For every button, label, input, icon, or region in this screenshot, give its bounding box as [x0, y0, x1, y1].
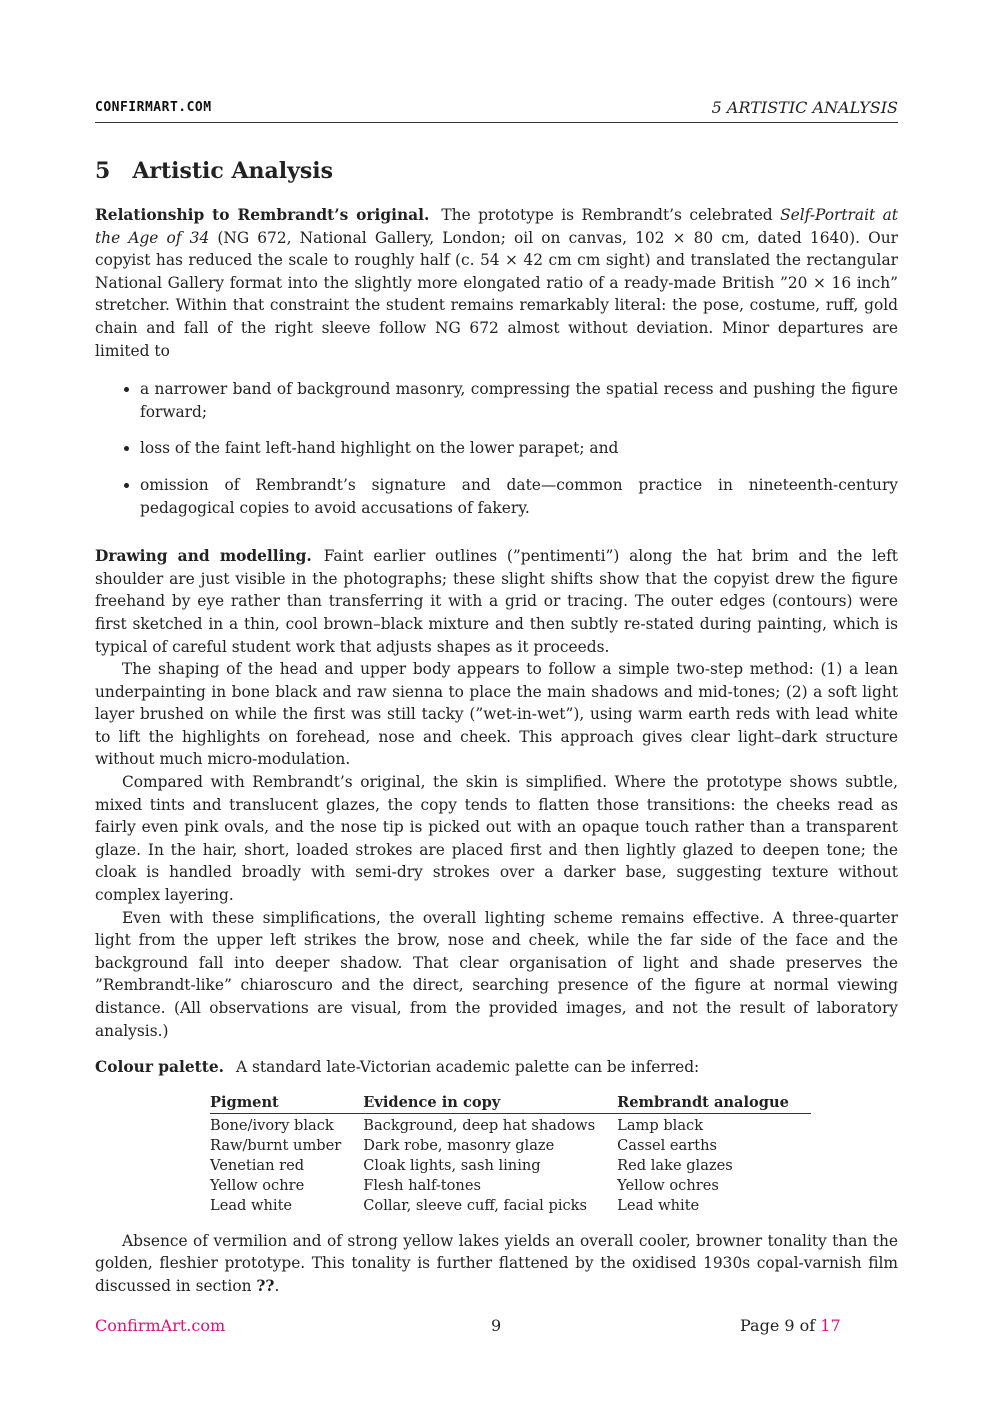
- table-cell: Dark robe, masonry glaze: [363, 1136, 555, 1154]
- column-header: Evidence in copy: [363, 1093, 617, 1114]
- site-logo[interactable]: CONFIRMART.COM: [95, 100, 212, 115]
- table-cell: Lamp black: [617, 1116, 704, 1134]
- relationship-paragraph: [95, 204, 898, 362]
- table-cell: Yellow ochres: [617, 1176, 719, 1194]
- table-header-row: [210, 1093, 811, 1114]
- list-item: • loss of the faint left-hand highlight on the lower parapet; and: [140, 437, 898, 460]
- table-cell: Lead white: [617, 1196, 700, 1214]
- page-of-prefix: Page 9 of: [740, 1316, 821, 1335]
- drawing-paragraph-1: [95, 545, 898, 658]
- relationship-text-a: The prototype is Rembrandt’s celebrated: [441, 206, 781, 224]
- table-cell: Collar, sleeve cuff, facial picks: [363, 1196, 588, 1214]
- page-total-link[interactable]: 17: [820, 1316, 841, 1335]
- column-header: Rembrandt analogue: [617, 1093, 811, 1114]
- table-cell: Lead white: [210, 1196, 293, 1214]
- list-item: • a narrower band of background masonry, compressing the spatial recess and pushing the figure forward;: [140, 378, 898, 423]
- section-heading: [95, 158, 333, 184]
- table-cell: Bone/ivory black: [210, 1116, 334, 1134]
- painting-title: Self-Portrait at the Age of 34: [95, 206, 898, 247]
- table-row: [210, 1136, 811, 1156]
- table-row: [210, 1156, 811, 1176]
- section-title: Artistic Analysis: [132, 158, 334, 184]
- table-row: [210, 1113, 811, 1136]
- palette-closing-paragraph: [95, 1230, 898, 1298]
- column-header: Pigment: [210, 1093, 363, 1114]
- footer-site-link[interactable]: ConfirmArt.com: [95, 1316, 226, 1335]
- page-header: [95, 98, 898, 123]
- table-cell: Red lake glazes: [617, 1156, 733, 1174]
- drawing-paragraph-3: Compared with Rembrandt’s original, the skin is simplified. Where the prototype shows subtle, mixed tints and translucent glazes, the copy tends to flatten those transitions: the cheeks read as fairly even pink ovals, and the nose tip is picked out with an opaque touch rather than a transparent glaze. In the hair, short, loaded strokes are placed first and then lightly glazed to deepen tone; the cloak is handled broadly with semi-dry strokes over a darker base, suggesting texture without complex layering.: [95, 773, 898, 905]
- table-cell: Raw/burnt umber: [210, 1136, 342, 1154]
- list-item: • omission of Rembrandt’s signature and date—common practice in nineteenth-century pedagogical copies to avoid accusations of fakery.: [140, 474, 898, 519]
- drawing-paragraph-2: The shaping of the head and upper body appears to follow a simple two-step method: (1) a lean underpainting in bone black and raw sienna to place the main shadows and mid-tones; (2) a soft light layer brushed on while the first was still tacky (”wet-in-wet”), using warm earth reds with lead white to lift the highlights on forehead, nose and cheek. This approach gives clear light–dark structure without much micro-modulation.: [95, 660, 898, 769]
- section-number: 5: [95, 158, 111, 184]
- running-title: 5 ARTISTIC ANALYSIS: [711, 98, 898, 117]
- palette-paragraph: [95, 1056, 898, 1079]
- table-row: [210, 1176, 811, 1196]
- drawing-paragraph-4: Even with these simplifications, the overall lighting scheme remains effective. A three-quarter light from the upper left strikes the brow, nose and cheek, while the far side of the face and the background fall into deeper shadow. That clear organisation of light and shade preserves the ”Rembrandt-like” chiaroscuro and the direct, searching presence of the figure at normal viewing distance. (All observations are visual, from the provided images, and not the result of laboratory analysis.): [95, 908, 898, 1040]
- drawing-lead: Drawing and modelling.: [95, 547, 312, 566]
- table-row: [210, 1196, 811, 1216]
- table-cell: Yellow ochre: [210, 1176, 305, 1194]
- relationship-text-b: (NG 672, National Gallery, London; oil on canvas, 102 × 80 cm, dated 1640). Our copyist has reduced the scale to roughly half (c. 54 × 42 cm cm sight) and translated the rectangular National Gallery format into the slightly more elongated ratio of a ready-made British ”20 × 16 inch” stretcher. Within that constraint the student remains remarkably literal: the pose, costume, ruff, gold chain and fall of the right sleeve follow NG 672 almost without deviation. Minor departures are limited to: [95, 228, 898, 360]
- departures-list: [95, 378, 898, 519]
- table-cell: Background, deep hat shadows: [363, 1116, 596, 1134]
- section-reference-link[interactable]: ??: [256, 1276, 275, 1295]
- table-cell: Flesh half-tones: [363, 1176, 481, 1194]
- table-cell: Venetian red: [210, 1156, 305, 1174]
- section-body: [95, 204, 898, 1298]
- palette-intro: A standard late-Victorian academic palette can be inferred:: [236, 1058, 700, 1077]
- palette-table: [210, 1093, 811, 1216]
- palette-closing-end: .: [274, 1276, 280, 1295]
- palette-lead: Colour palette.: [95, 1058, 225, 1077]
- table-cell: Cassel earths: [617, 1136, 717, 1154]
- footer-page-number: 9: [491, 1316, 502, 1335]
- table-cell: Cloak lights, sash lining: [363, 1156, 541, 1174]
- palette-closing-text: Absence of vermilion and of strong yellow lakes yields an overall cooler, browner tonality than the golden, fleshier prototype. This tonality is further flattened by the oxidised 1930s copal-varnish film discussed in section: [95, 1231, 898, 1295]
- drawing-text-1: Faint earlier outlines (”pentimenti”) along the hat brim and the left shoulder are just visible in the photographs; these slight shifts show that the copyist drew the figure freehand by eye rather than transferring it with a grid or tracing. The outer edges (contours) were first sketched in a thin, cool brown–black mixture and then subtly re-stated during painting, which is typical of careful student work that adjusts shapes as it proceeds.: [95, 547, 898, 656]
- footer-page-of: [740, 1316, 841, 1335]
- relationship-lead: Relationship to Rembrandt’s original.: [95, 206, 430, 224]
